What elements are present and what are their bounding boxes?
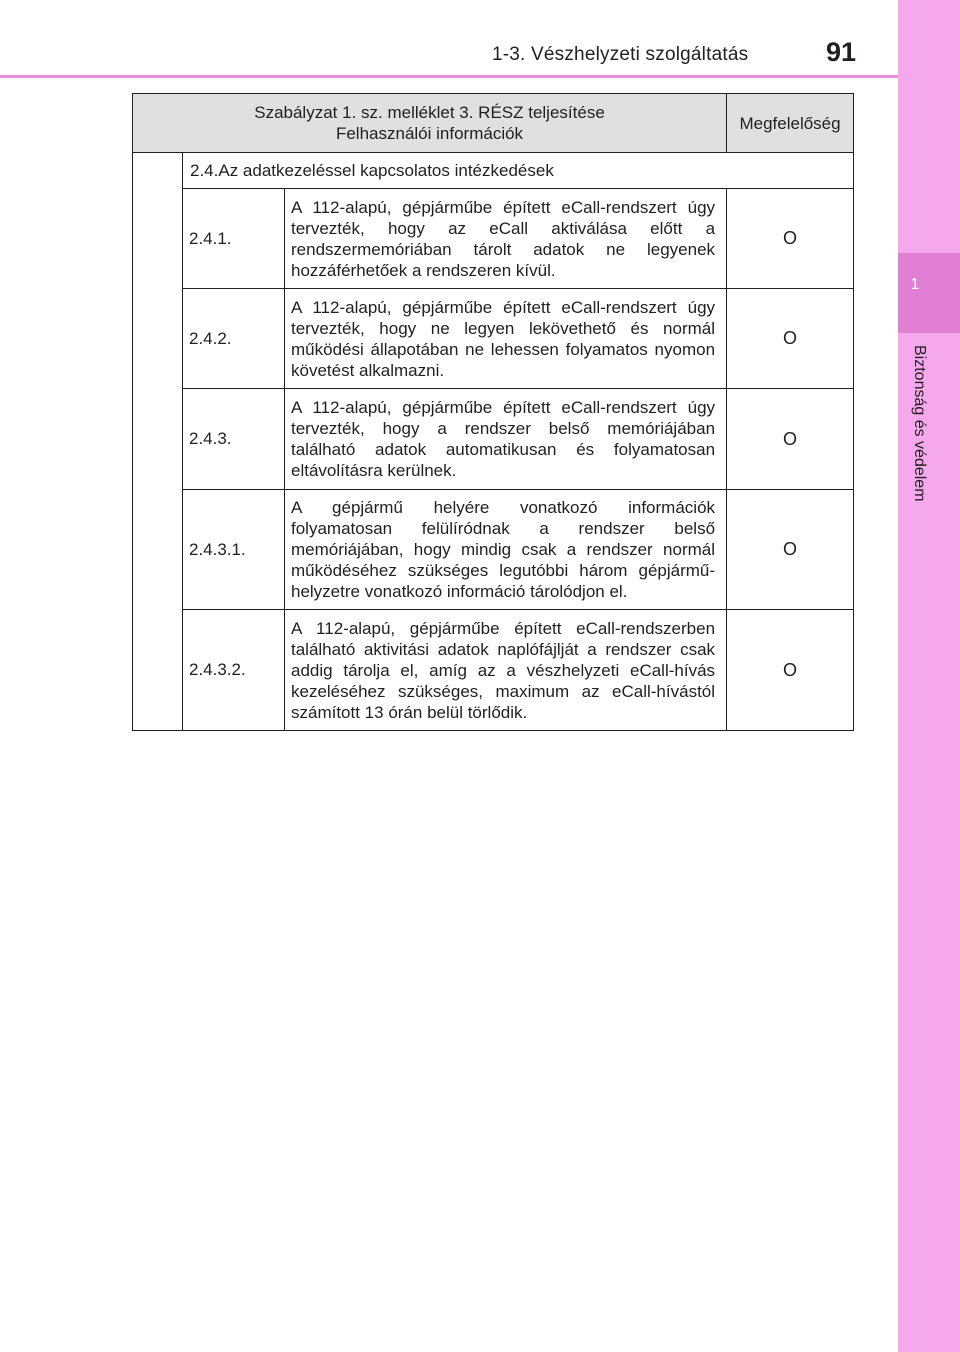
header-requirement-line2: Felhasználói információk [335, 124, 524, 143]
row-text: A 112-alapú, gépjárműbe épített eCall-rendszert úgy tervezték, hogy a rendszer belső memóriájában található adatok automatikusan és folyamatosan eltávolításra kerülnek. [285, 389, 727, 490]
row-number: 2.4.3. [183, 389, 285, 490]
row-number: 2.4.3.2. [183, 610, 285, 731]
compliance-table [132, 93, 854, 731]
table-header-row [133, 94, 854, 153]
table-row [133, 490, 854, 610]
section-heading-row [133, 153, 854, 189]
row-number: 2.4.2. [183, 289, 285, 389]
header-rule [0, 75, 898, 78]
blank-indent-column [133, 153, 183, 731]
header-requirement [133, 94, 727, 153]
header-requirement-line1: Szabályzat 1. sz. melléklet 3. RÉSZ teljesítése [254, 103, 605, 122]
row-number: 2.4.3.1. [183, 490, 285, 610]
row-text: A 112-alapú, gépjárműbe épített eCall-rendszert úgy tervezték, hogy az eCall aktiválása előtt a rendszermemóriában tárolt adatok ne legyenek hozzáférhetőek a rendszeren kívül. [285, 189, 727, 289]
row-number: 2.4.1. [183, 189, 285, 289]
page-number: 91 [826, 37, 857, 67]
compliance-mark: O [727, 189, 854, 289]
compliance-mark: O [727, 490, 854, 610]
table-row [133, 389, 854, 490]
chapter-label: Biztonság és védelem [911, 345, 928, 502]
header-compliance: Megfelelőség [727, 94, 854, 153]
section-heading: 2.4.Az adatkezeléssel kapcsolatos intézkedések [183, 153, 854, 189]
chapter-side-tab [898, 0, 960, 1352]
table-row [133, 289, 854, 389]
chapter-number: 1 [910, 276, 920, 293]
table-row [133, 610, 854, 731]
compliance-mark: O [727, 610, 854, 731]
compliance-mark: O [727, 289, 854, 389]
row-text: A 112-alapú, gépjárműbe épített eCall-rendszerben található aktivitási adatok naplófájlját a rendszer csak addig tárolja el, amíg az a vészhelyzeti eCall-hívás kezeléséhez szükséges, maximum az eCall-hívástól számított 13 órán belül törlődik. [285, 610, 727, 731]
row-text: A 112-alapú, gépjárműbe épített eCall-rendszert úgy tervezték, hogy ne legyen lekövethető és normál működési állapotában ne lehessen folyamatos nyomon követést alkalmazni. [285, 289, 727, 389]
compliance-mark: O [727, 389, 854, 490]
section-title: 1-3. Vészhelyzeti szolgáltatás [492, 44, 749, 65]
table-row [133, 189, 854, 289]
row-text: A gépjármű helyére vonatkozó információk folyamatosan felülíródnak a rendszer belső memóriájában, hogy mindig csak a rendszer normál működéséhez szükséges legutóbbi három gépjármű-helyzetre vonatkozó információ tárolódjon el. [285, 490, 727, 610]
